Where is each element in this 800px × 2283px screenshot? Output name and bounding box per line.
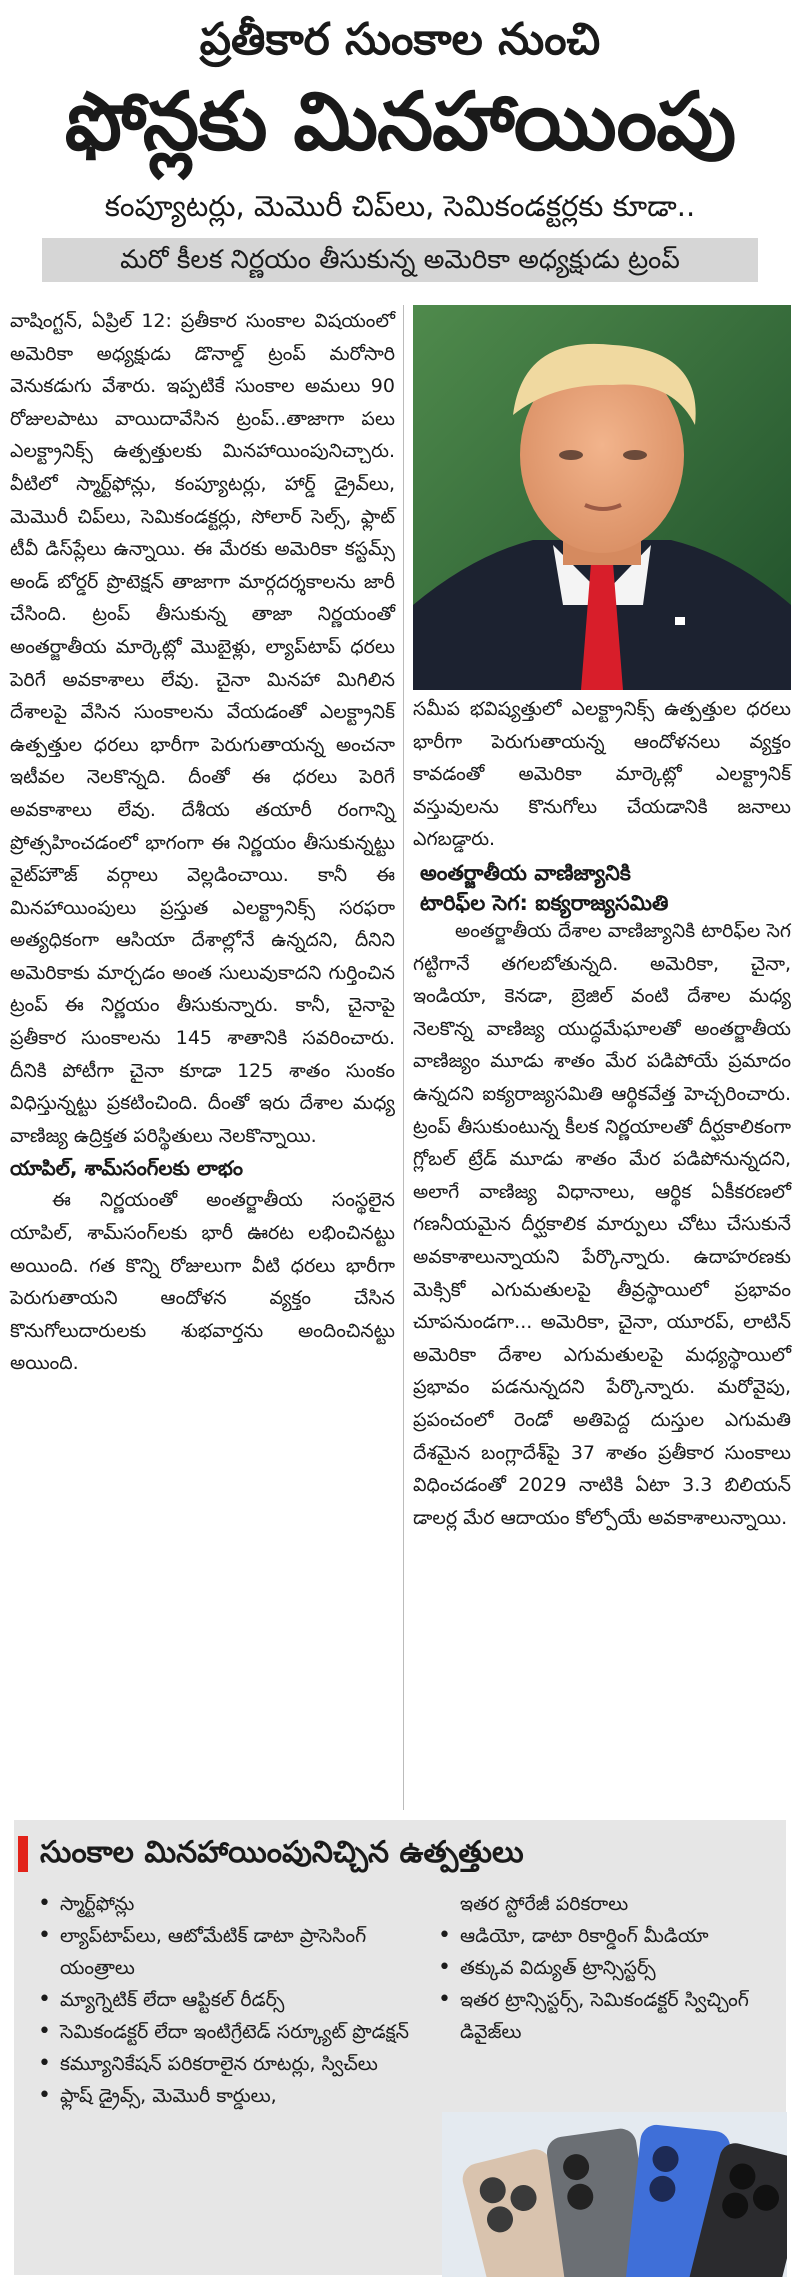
- headline-kicker: ప్రతీకార సుంకాల నుంచి: [199, 14, 601, 65]
- list-item: • ల్యాప్‌టాప్‌లు, ఆటోమేటిక్‌ డాటా ప్రాసెసింగ్‌ యంత్రాలు: [30, 1920, 410, 1984]
- portrait-illustration: [413, 305, 791, 690]
- list-item: • కమ్యూనికేషన్‌ పరికరాలైన రూటర్లు, స్విచ్‌లు: [30, 2048, 410, 2080]
- list-item-continuation: ఇతర స్టోరేజీ పరికరాలు: [460, 1893, 629, 1915]
- article-paragraph: వాషింగ్టన్‌, ఏప్రిల్‌ 12: ప్రతీకార సుంకాల విషయంలో అమెరికా అధ్యక్షుడు డొనాల్డ్‌ ట్రంప్‌ మరోసారి వెనుకడుగు వేశారు. ఇప్పటికే సుంకాల అమలు 90 రోజులపాటు వాయిదావేసిన ట్రంప్‌..తాజాగా పలు ఎలక్ట్రానిక్స్‌ ఉత్పత్తులకు మినహాయింపునిచ్చారు. వీటిలో స్మార్ట్‌ఫోన్లు, కంప్యూటర్లు, హార్డ్‌ డ్రైవ్‌లు, మెమొరీ చిప్‌లు, సెమికండక్టర్లు, సోలార్‌ సెల్స్‌, ఫ్లాట్‌ టీవీ డిస్‌ప్లేలు ఉన్నాయి. ఈ మేరకు అమెరికా కస్టమ్స్‌ అండ్‌ బోర్డర్‌ ప్రొటెక్షన్‌ తాజాగా మార్గదర్శకాలను జారీ చేసింది. ట్రంప్‌ తీసుకున్న తాజా నిర్ణయంతో అంతర్జాతీయ మార్కెట్లో మొబైళ్లు, ల్యాప్‌టాప్‌ ధరలు పెరిగే అవకాశాలు లేవు. చైనా మినహా మిగిలిన దేశాలపై వేసిన సుంకాలను వేయడంతో ఎలక్ట్రానిక్‌ ఉత్పత్తుల ధరలు భారీగా పెరుగుతాయన్న అంచనా ఇటీవల నెలకొన్నది. దీంతో ఈ ధరలు పెరిగే అవకాశాలు లేవు. దేశీయ తయారీ రంగాన్ని ప్రోత్సహించడంలో భాగంగా ఈ నిర్ణయం తీసుకున్నట్టు వైట్‌హౌజ్‌ వర్గాలు వెల్లడించాయి. కానీ ఈ మినహాయింపులు ప్రస్తుత ఎలక్ట్రానిక్స్‌ సరఫరా అత్యధికంగా ఆసియా దేశాల్లోనే ఉన్నదని, దీనిని అమెరికాకు మార్చడం అంత సులువుకాదని గుర్తించిన ట్రంప్‌ ఈ నిర్ణయం తీసుకున్నారు. కానీ, చైనాపై ప్రతీకార సుంకాలను 145 శాతానికి సవరించారు. దీనికి పోటీగా చైనా కూడా 125 శాతం సుంకం విధిస్తున్నట్టు ప్రకటించింది. దీంతో ఇరు దేశాల మధ్య వాణిజ్య ఉద్రిక్తత పరిస్థితులు నెలకొన్నాయి.: [10, 310, 395, 1147]
- list-item: • మ్యాగ్నెటిక్‌ లేదా ఆప్టికల్‌ రీడర్స్‌: [30, 1984, 410, 2016]
- article-left-column: [10, 305, 395, 1380]
- exemptions-title: సుంకాల మినహాయింపునిచ్చిన ఉత్పత్తులు: [40, 1835, 524, 1870]
- headline-title: ఫోన్లకు మినహాయింపు: [64, 75, 736, 168]
- exemptions-list-left: [30, 1888, 410, 2112]
- article-paragraph: అంతర్జాతీయ దేశాల వాణిజ్యానికి టారిఫ్‌ల సెగ గట్టిగానే తగలబోతున్నది. అమెరికా, చైనా, ఇండియా, కెనడా, బ్రెజిల్‌ వంటి దేశాల మధ్య నెలకొన్న వాణిజ్య యుద్ధమేఘాలతో అంతర్జాతీయ వాణిజ్యం మూడు శాతం మేర పడిపోయే ప్రమాదం ఉన్నదని ఐక్యరాజ్యసమితి ఆర్థికవేత్త హెచ్చరించారు. ట్రంప్‌ తీసుకుంటున్న కీలక నిర్ణయాలతో దీర్ఘకాలికంగా గ్లోబల్‌ ట్రేడ్‌ మూడు శాతం మేర పడిపోనున్నదని, అలాగే వాణిజ్య విధానాలు, ఆర్థిక ఏకీకరణలో గణనీయమైన దీర్ఘకాలిక మార్పులు చోటు చేసుకునే అవకాశాలున్నాయని పేర్కొన్నారు. ఉదాహరణకు మెక్సికో ఎగుమతులపై తీవ్రస్థాయిలో ప్రభావం చూపనుండగా... అమెరికా, చైనా, యూరప్‌, లాటిన్‌ అమెరికా దేశాల ఎగుమతులపై మధ్యస్థాయిలో ప్రభావం పడనున్నదని పేర్కొన్నారు. మరోవైపు, ప్రపంచంలో రెండో అతిపెద్ద దుస్తుల ఎగుమతి దేశమైన బంగ్లాదేశ్‌పై 37 శాతం ప్రతీకార సుంకాలు విధించడంతో 2029 నాటికి ఏటా 3.3 బిలియన్‌ డాలర్ల మేర ఆదాయం కోల్పోయే అవకాశాలున్నాయి.: [413, 920, 791, 1529]
- right-subhead-line: టారిఫ్‌ల సెగ: ఐక్యరాజ్యసమితి: [420, 891, 669, 915]
- exemptions-list-right: [430, 1888, 785, 2048]
- article-right-top: [413, 693, 791, 856]
- deck-secondary: మరో కీలక నిర్ణయం తీసుకున్న అమెరికా అధ్యక్షుడు ట్రంప్: [42, 238, 758, 282]
- right-subhead-line: అంతర్జాతీయ వాణిజ్యానికి: [420, 861, 631, 885]
- smartphones-photo: [442, 2112, 787, 2277]
- right-subhead: [420, 858, 790, 918]
- phones-illustration: [442, 2112, 787, 2277]
- article-paragraph: ఈ నిర్ణయంతో అంతర్జాతీయ సంస్థలైన యాపిల్‌, శామ్‌సంగ్‌లకు భారీ ఊరట లభించినట్టు అయింది. గత కొన్ని రోజులుగా వీటి ధరలు భారీగా పెరుగుతాయని ఆందోళన వ్యక్తం చేసిన కొనుగోలుదారులకు శుభవార్తను అందించినట్టు అయింది.: [10, 1189, 395, 1375]
- list-item: • సెమికండక్టర్‌ లేదా ఇంటిగ్రేటెడ్‌ సర్క్యూట్‌ ప్రొడక్షన్‌: [30, 2016, 410, 2048]
- deck-primary: కంప్యూటర్లు, మెమొరీ చిప్‌లు, సెమికండక్టర్లకు కూడా..: [104, 189, 696, 223]
- trump-photo: [413, 305, 791, 690]
- list-item: • స్మార్ట్‌ఫోన్లు: [30, 1888, 410, 1920]
- list-item: • ఫ్లాష్‌ డ్రైవ్స్‌, మెమొరీ కార్డులు,: [30, 2080, 410, 2112]
- column-divider: [403, 305, 404, 1810]
- accent-bar: [18, 1836, 28, 1872]
- list-item: • ఆడియో, డాటా రికార్డింగ్‌ మీడియా: [430, 1920, 785, 1952]
- article-paragraph: సమీప భవిష్యత్తులో ఎలక్ట్రానిక్స్‌ ఉత్పత్తుల ధరలు భారీగా పెరుగుతాయన్న ఆందోళనలు వ్యక్తం కావడంతో అమెరికా మార్కెట్లో ఎలక్ట్రానిక్‌ వస్తువులను కొనుగోలు చేయడానికి జనాలు ఎగబడ్డారు.: [413, 698, 791, 851]
- list-item: • ఇతర ట్రాన్సిస్టర్స్‌, సెమికండక్టర్‌ స్విచ్చింగ్‌ డివైజ్‌లు: [430, 1984, 785, 2048]
- left-subhead: యాపిల్‌, శామ్‌సంగ్‌లకు లాభం: [10, 1156, 243, 1181]
- list-item: • తక్కువ విద్యుత్‌ ట్రాన్సిస్టర్స్‌: [430, 1952, 785, 1984]
- article-right-bottom: [413, 915, 791, 1534]
